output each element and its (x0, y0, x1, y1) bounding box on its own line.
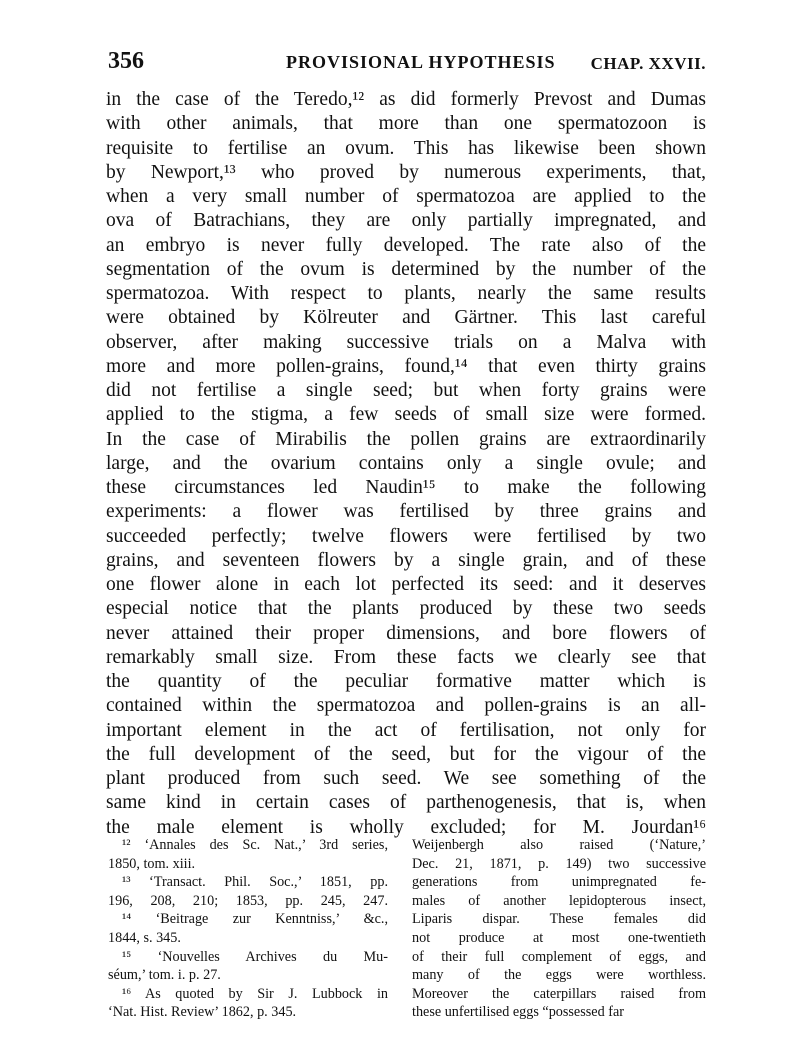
text-line: plant produced from such seed. We see something of the (106, 768, 706, 789)
text-line: never attained their proper dimensions, and bore flowers of (106, 622, 706, 644)
text-line: important element in the act of fertilisation, not only for (106, 719, 706, 741)
text-line: ova of Batrachians, they are only partially impregnated, and (106, 210, 706, 232)
footnote-line: ¹⁴ ‘Beitrage zur Kenntniss,’ &c., (122, 911, 388, 928)
text-line: did not fertilise a single seed; but when forty grains were (106, 380, 706, 401)
text-line: when a very small number of spermatozoa are applied to the (106, 186, 706, 207)
chapter-label: CHAP. XXVII. (590, 54, 706, 73)
text-line: segmentation of the ovum is determined by the number of the (106, 258, 706, 280)
text-line: large, and the ovarium contains only a single ovule; and (106, 452, 706, 474)
footnote-line: not produce at most one-twentieth (412, 929, 706, 946)
footnote-continuation (412, 836, 706, 1022)
footnote-line: 1844, s. 345. (108, 929, 181, 946)
text-line: the full development of the seed, but for the vigour of the (106, 743, 706, 765)
footnote-line: 1850, tom. xiii. (108, 855, 196, 872)
text-line: by Newport,¹³ who proved by numerous experiments, that, (106, 161, 706, 183)
text-line: with other animals, that more than one spermatozoon is (106, 113, 706, 135)
footnote-line: Liparis dispar. These females did (412, 911, 706, 928)
text-line: succeeded perfectly; twelve flowers were fertilised by two (106, 525, 706, 547)
text-line: an embryo is never fully developed. The rate also of the (106, 234, 706, 256)
footnote-line: males of another lepidopterous insect, (412, 892, 706, 909)
page-number: 356 (108, 48, 144, 74)
text-line: in the case of the Teredo,¹² as did formerly Prevost and Dumas (106, 89, 706, 110)
text-line: In the case of Mirabilis the pollen grains are extraordinarily (106, 428, 706, 450)
text-line: these circumstances led Naudin¹⁵ to make the following (106, 477, 706, 498)
footnote-line: ¹⁵ ‘Nouvelles Archives du Mu- (122, 948, 388, 965)
running-header (108, 44, 706, 84)
text-line: applied to the stigma, a few seeds of small size were formed. (106, 404, 706, 426)
text-line: observer, after making successive trials on a Malva with (106, 331, 706, 353)
footnote-line: séum,’ tom. i. p. 27. (108, 967, 221, 984)
text-line: one flower alone in each lot perfected its seed: and it deserves (106, 574, 706, 595)
text-line: requisite to fertilise an ovum. This has likewise been shown (106, 137, 706, 159)
main-text (106, 88, 706, 840)
text-line: experiments: a flower was fertilised by three grains and (106, 501, 706, 523)
footnote-line: 196, 208, 210; 1853, pp. 245, 247. (108, 892, 388, 909)
text-line: contained within the spermatozoa and pollen-grains is an all- (106, 695, 706, 717)
text-line: spermatozoa. With respect to plants, nearly the same results (106, 283, 706, 304)
text-line: were obtained by Kölreuter and Gärtner. This last careful (106, 307, 706, 329)
footnotes (108, 836, 388, 1022)
footnote-line: these unfertilised eggs “possessed far (412, 1004, 624, 1021)
footnote-line: ¹³ ‘Transact. Phil. Soc.,’ 1851, pp. (122, 874, 388, 891)
footnote-line: generations from unimpregnated fe- (412, 874, 706, 891)
footnote-line: Moreover the caterpillars raised from (412, 985, 706, 1002)
footnote-line: Weijenbergh also raised (‘Nature,’ (412, 837, 706, 853)
text-line: more and more pollen-grains, found,¹⁴ that even thirty grains (106, 355, 706, 377)
text-line: the male element is wholly excluded; for M. Jourdan¹⁶ (106, 816, 706, 838)
footnote-line: ¹⁶ As quoted by Sir J. Lubbock in (122, 985, 388, 1002)
text-line: the quantity of the peculiar formative matter which is (106, 671, 706, 692)
footnote-line: Dec. 21, 1871, p. 149) two successive (412, 855, 706, 872)
footnote-line: ¹² ‘Annales des Sc. Nat.,’ 3rd series, (122, 837, 388, 853)
text-line: grains, and seventeen flowers by a single grain, and of these (106, 549, 706, 571)
footnote-line: of their full complement of eggs, and (412, 948, 706, 965)
footnote-line: ‘Nat. Hist. Review’ 1862, p. 345. (108, 1004, 297, 1021)
text-line: same kind in certain cases of parthenogenesis, that is, when (106, 792, 706, 814)
text-line: remarkably small size. From these facts we clearly see that (106, 646, 706, 668)
running-title: PROVISIONAL HYPOTHESIS (286, 52, 556, 72)
text-line: especial notice that the plants produced by these two seeds (106, 598, 706, 620)
footnote-line: many of the eggs were worthless. (412, 967, 706, 984)
